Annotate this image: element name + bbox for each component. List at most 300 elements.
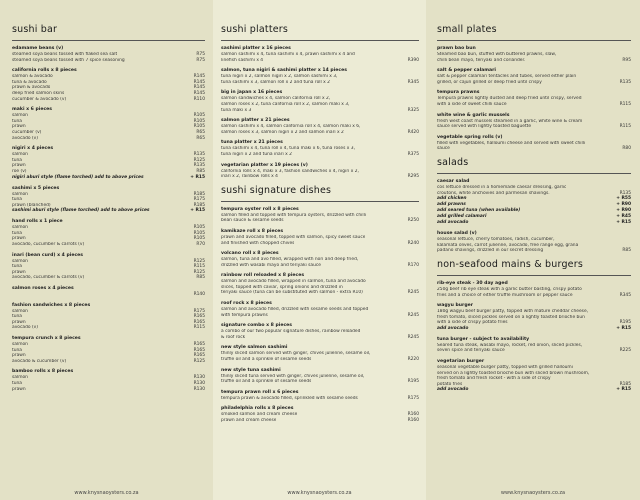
menu-item [437,90,631,107]
item-description: 180g wagyu beef burger patty, topped with mature cheddar cheese, [437,309,589,315]
item-description: fresh tomato, sliced pickles served on a lightly toasted brioche bun [437,314,585,320]
item-description: avocado (v) [12,325,38,331]
menu-item [221,345,419,362]
sections-salads [437,179,631,254]
item-price: R135 [619,79,631,85]
menu-item-title: sashimi x 5 pieces [12,185,60,191]
item-line [221,290,419,296]
item-price: R175 [193,308,205,314]
item-description: prawn (blanched) [12,202,51,208]
item-line [221,263,419,269]
item-price: R85 [196,275,205,281]
menu-item-title: nigiri x 4 pieces [12,146,54,152]
menu-item [12,46,205,63]
item-description: with a side of sweet chilli sauce [437,101,507,107]
item-description: prawn [12,269,26,275]
item-line [12,97,205,103]
menu-item [221,68,419,85]
item-price: R130 [193,375,205,381]
item-description: prawn [12,236,26,242]
menu-item [221,251,419,268]
menu-item [12,286,205,298]
item-price: R165 [193,319,205,325]
item-description: tuna nigiri x 2 and tuna inari x 2 [221,151,292,157]
item-description: prawn [12,124,26,130]
item-price: R115 [193,325,205,331]
item-line [12,387,205,393]
menu-item-title: philadelphia rolls x 8 pieces [221,406,294,412]
menu-item-title: big in japan x 16 pieces [221,90,283,96]
item-price: R115 [193,264,205,270]
item-line [221,379,419,385]
item-description: salmon filled and topped with tempura oysters, drizzled with chilli [221,212,367,218]
item-description: salmon sandwiches x 4, salmon california roll x 2, [221,96,331,102]
item-description: prawn [12,353,26,359]
item-description: tuna sashimi x 3, salmon roll x 2 and tuna roll x 2 [221,79,330,85]
addon-line [437,326,631,332]
item-line [12,275,205,281]
menu-item-title: new style salmon sashimi [221,345,288,351]
menu-item [221,368,419,385]
menu-item-title: inari (bean curd) x 4 pieces [12,252,84,258]
item-description: salmon [12,152,28,158]
item-price: R105 [193,236,205,242]
heading-rule [221,201,419,202]
menu-item [221,207,419,224]
heading-sushi-platters: sushi platters [221,24,289,35]
item-description: tuna sashimi x 4, tuna roll x 4, tuna maki x 6, tuna roses x 3, [221,146,355,152]
item-price: R345 [619,292,631,298]
item-price: R145 [193,79,205,85]
item-description: thinly sliced salmon served with ginger, chives julienne, sesame oil, [221,351,371,357]
item-price: R75 [196,57,205,63]
footer-website: www.knysnaoysters.co.za [74,490,139,496]
item-price: R125 [193,269,205,275]
item-line [12,325,205,331]
item-description: steamed soya beans tossed with 7 spice seasoning [12,57,125,63]
item-description: & roof rock [221,334,246,340]
item-line [221,108,419,114]
item-price: R185 [193,191,205,197]
item-description: cucumber & avocado (v) [12,96,67,102]
item-line [221,418,419,424]
item-price: R175 [193,197,205,203]
item-price: R250 [407,218,419,224]
item-price: R325 [407,107,419,113]
item-price: R175 [407,395,419,401]
item-price: + R15 [616,325,631,331]
item-price: R105 [193,113,205,119]
item-description: avocado (v) [12,135,38,141]
menu-item [221,46,419,63]
item-description: add avocado [437,220,469,226]
item-price: R110 [193,96,205,102]
item-line [437,124,631,130]
menu-item-title: tuna platter x 21 pieces [221,140,283,146]
item-description: avocado & cucumber (v) [12,358,67,364]
menu-item [12,107,205,141]
item-description: sauce served with lightly toasted baguette [437,124,532,130]
menu-item-title: caesar salad [437,178,470,184]
item-description: salt & pepper calamari tentacles and tubes, served either plain [437,74,577,80]
item-description: fresh tomato and fresh rocket - with a side of crispy [437,376,551,382]
item-line [221,313,419,319]
sections-sushi-platters [221,46,419,180]
item-description: seasonal vegetable burger patty, topped with grilled halloumi [437,365,573,371]
addon-line [437,387,631,393]
item-description: tuna maki x 3 [221,107,252,113]
item-line [12,136,205,142]
item-line [221,80,419,86]
item-price: + R15 [616,387,631,393]
item-description: avocado, cucumber & carrots (v) [12,242,85,248]
column-sushi-bar [0,0,213,500]
menu-item [221,301,419,318]
menu-item [437,46,631,63]
item-price: R125 [193,358,205,364]
item-description: chilli bean mayo, teriyaki and coriander. [437,57,526,63]
heading-rule [12,40,205,41]
item-price: + R15 [190,208,205,214]
item-description: california rolls x 4, maki x 3, fashion sandwiches x 4, nigiri x 2, [221,168,359,174]
item-description: salmon, tuna and avo filled, wrapped with nori and deep fried, [221,257,359,263]
item-price: R65 [196,135,205,141]
item-description: prawn [12,319,26,325]
sections-non-seafood [437,281,631,394]
heading-rule [437,275,631,276]
item-description: salmon and avocado filled, drizzled with sesame seeds and topped [221,307,369,313]
menu-item [12,146,205,180]
item-line [221,174,419,180]
item-price: R145 [193,74,205,80]
item-price: R140 [193,292,205,298]
item-description: filled with vegetables, halloumi cheese and served with sweet chilli [437,140,586,146]
item-line [437,80,631,86]
item-description: tuna [12,264,22,270]
item-price: R85 [622,248,631,254]
item-description: bean sauce & sesame seeds [221,218,284,224]
menu-item-title: salmon platter x 21 pieces [221,118,290,124]
item-line [437,348,631,354]
item-description: prawn [12,163,26,169]
item-price: R135 [193,163,205,169]
menu-item [437,68,631,85]
item-price: R105 [193,124,205,130]
item-price: R185 [193,202,205,208]
item-description: and finished with chopped chives [221,240,295,246]
item-price: R130 [193,380,205,386]
item-price: R185 [619,381,631,387]
menu-item-title: maki x 6 pieces [12,107,53,113]
heading-rule [437,173,631,174]
item-price: R105 [193,118,205,124]
item-price: + R55 [616,196,631,202]
item-description: salmon [12,191,28,197]
item-description: Steamed bao bun, stuffed with buttered prawns, slaw, [437,52,557,57]
item-description: teriyaki sauce (tuna can be substituted with salmon - extra R10) [221,290,363,296]
item-line [437,293,631,299]
heading-sushi-bar: sushi bar [12,24,58,35]
item-description: fries and a choice of either truffle mushroom or pepper sauce [437,292,573,298]
footer-website: www.knysnaoysters.co.za [287,490,352,496]
item-description: truffle oil and a sprinkle of sesame seeds [221,357,312,363]
item-price: + R15 [190,174,205,180]
menu-item-title: fashion sandwiches x 8 pieces [12,302,91,308]
item-description: add seared tuna (when available) [437,208,521,214]
heading-salads: salads [437,156,469,168]
item-price: R195 [619,320,631,326]
menu-item-title: tuna burger - subject to availability [437,336,530,342]
item-description: sashimi aburi style (flame torched) add to above prices [12,208,150,214]
addon-line [437,220,631,226]
menu-item-title: sashimi platter x 16 pieces [221,46,291,51]
sections-signature [221,207,419,424]
item-price: R135 [193,152,205,158]
menu-item [221,163,419,180]
heading-rule [437,40,631,41]
item-description: tuna [12,380,22,386]
item-price: R160 [407,418,419,423]
addon-line [12,208,205,214]
menu-item-title: wagyu burger [437,303,473,309]
item-description: with a side of crispy potato fries [437,320,508,326]
item-description: tuna [12,230,22,236]
item-price: R295 [407,174,419,180]
item-description: seven spice and teriyaki sauce [437,348,505,354]
item-line [221,241,419,247]
menu-item-title: white wine & garlic mussels [437,112,510,118]
item-description: avocado, cucumber & carrots (v) [12,275,85,281]
item-description: tuna [12,197,22,203]
item-description: a combo of our two popular signature dishes, rainbow reloaded [221,329,361,335]
item-description: smoked salmon and cream cheese [221,412,298,418]
item-line [12,292,205,298]
menu-item-title: salt & pepper calamari [437,68,496,74]
item-description: salmon sashimi x 4, tuna sashimi x 4, prawn sashimi x 4 and [221,52,355,57]
item-description: grilled, or cajun grilled or deep fried until crispy [437,79,542,85]
item-description: Seared tuna steak, wasabi mayo, rocket, red onion, sliced pickles, [437,342,583,348]
item-description: add avocado [437,387,469,393]
item-description: add chicken [437,196,467,202]
item-description: tuna [12,314,22,320]
menu-item-title: prawn bao bun [437,46,476,51]
item-line [12,58,205,64]
item-price: + R15 [616,220,631,226]
item-price: R125 [193,258,205,264]
item-description: steamed soya beans tossed with flaked sea salt [12,52,118,57]
menu-item-title: edamame beans (v) [12,46,64,51]
item-price: + R90 [616,202,631,208]
item-line [221,335,419,341]
item-description: tuna & avocado [12,79,47,85]
item-price: R145 [193,85,205,91]
item-description: salmon & avocado [12,74,53,80]
item-line [12,359,205,365]
item-price: R105 [193,225,205,231]
menu-item-title: vegetable spring rolls (v) [437,134,503,140]
menu-item [437,359,631,393]
item-description: salmon [12,375,28,381]
item-description: inari x 2, rainbow rolls x 4 [221,174,278,180]
item-price: + R90 [616,208,631,214]
menu-item [437,337,631,354]
item-description: padano shavings, drizzled in our secret dressing [437,248,544,254]
item-price: R70 [196,242,205,248]
menu-item-title: kamikaze roll x 8 pieces [221,228,284,234]
item-price: R165 [193,342,205,347]
item-line [221,130,419,136]
menu-item [221,406,419,423]
item-description: served on a lightly toasted brioche bun with sliced brown mushroom, [437,370,590,376]
menu-item-title: tempura prawn roll x 6 pieces [221,389,299,395]
menu-item [437,303,631,332]
item-description: prawn and cream cheese [221,418,277,423]
item-description: sauce [437,146,450,152]
item-price: R240 [407,240,419,246]
menu-item [12,253,205,281]
menu-item [437,281,631,298]
item-price: R375 [407,151,419,157]
item-description: salmon roses x 2, tuna california roll x 2, salmon maki x 3, [221,101,350,107]
menu-item [12,369,205,392]
item-line [437,102,631,108]
item-price: R245 [407,290,419,296]
item-description: linefish sashimi x 4 [221,57,264,63]
item-description: kalamata olives, carrot julienne, avocado, free range egg, grana [437,242,579,248]
item-description: salmon [12,308,28,314]
item-description: salmon roses x 3, salmon nigiri x 2 and salmon inari x 2 [221,129,344,135]
item-price: R65 [196,129,205,135]
item-price: R145 [193,90,205,96]
item-price: R195 [407,379,419,385]
item-description: with tempura prawns [221,312,268,318]
heading-non-seafood: non-seafood mains & burgers [437,258,583,270]
item-description: add grilled calamari [437,214,487,220]
item-price: R345 [407,79,419,85]
menu-item [221,118,419,135]
footer-website: www.knysnaoysters.co.za [500,490,566,496]
item-line [437,58,631,64]
item-price: R390 [407,57,419,63]
item-price: R135 [619,190,631,196]
item-price: R165 [193,347,205,353]
menu-item-title: salmon, tuna nigiri & sashimi platter x 14 pieces [221,68,347,74]
menu-item-title: rainbow roll reloaded x 8 pieces [221,273,305,279]
menu-item [437,135,631,152]
item-price: R80 [622,146,631,152]
item-price: R165 [193,353,205,359]
menu-item-title: bamboo rolls x 8 pieces [12,369,74,375]
item-line [221,396,419,402]
heading-small-plates: small plates [437,24,497,35]
menu-item-title: volcano roll x 8 pieces [221,251,279,257]
item-description: truffle oil and a sprinkle of sesame seeds [221,379,312,385]
item-description: tuna nigiri x 2, salmon nigiri x 2, salmon sashimi x 3, [221,74,338,80]
item-description: salmon [12,225,28,231]
item-description: thinly sliced tuna served with ginger, chives julienne, sesame oil, [221,373,365,379]
menu-item-title: tempura oyster roll x 8 pieces [221,206,299,212]
menu-item [12,336,205,364]
menu-item-title: tempura prawns [437,90,480,96]
menu-item [221,90,419,113]
item-description: croutons, white anchovies and parmesan shavings. [437,190,550,196]
item-description: prawn and avocado filled, topped with salmon, spicy sweet sauce [221,234,366,240]
item-description: 250g beef rib eye steak with a garlic butter basting, crispy potato [437,286,582,292]
menu-item [221,323,419,340]
item-description: prawn [12,386,26,392]
item-price: R420 [407,129,419,135]
menu-item-title: house salad (v) [437,231,477,237]
heading-rule [221,40,419,41]
item-price: R245 [407,334,419,340]
menu-item-title: signature combo x 8 pieces [221,323,293,329]
item-price: R225 [619,348,631,354]
item-price: R95 [622,57,631,63]
item-price: R125 [193,157,205,163]
menu-item [12,186,205,215]
item-description: cucumber (v) [12,129,42,135]
menu-item [12,303,205,331]
column-platters-signature [213,0,426,500]
item-description: prawn & avocado [12,85,51,91]
item-description: salmon [12,342,28,347]
item-price: R170 [407,262,419,268]
menu-item [437,113,631,130]
item-description: tuna [12,347,22,353]
item-price: R130 [193,386,205,392]
item-description: potato fries [437,381,463,387]
menu-item-title: california rolls x 8 pieces [12,68,77,74]
item-description: salmon [12,113,28,119]
item-price: R115 [619,124,631,130]
item-description: drizzled with wasabi mayo and teriyaki sauce [221,262,321,268]
item-price: R115 [619,101,631,107]
menu-item-title: vegetarian burger [437,359,485,365]
item-description: cos lettuce dressed in a homemade caesar dressing, garlic [437,184,567,190]
item-description: slices, topped with caviar, spring onions and drizzled in [221,284,343,290]
menu-item-title: salmon roses x 4 pieces [12,286,74,292]
item-price: R165 [193,314,205,320]
menu-item-title: rib-eye steak - 30 day aged [437,280,508,286]
column-small-plates [426,0,640,500]
menu-item-title: tempura crunch x 8 pieces [12,336,81,341]
item-description: salmon sashimi x 4, salmon california roll x 4, salmon maki x 6, [221,124,361,130]
menu-item [437,231,631,254]
item-description: tuna [12,118,22,124]
menu-item [437,179,631,226]
menu-item [221,140,419,157]
item-price: R245 [407,312,419,318]
item-line [221,152,419,158]
item-price: R105 [193,230,205,236]
item-description: deep fried salmon skins [12,90,65,96]
menu-item [221,229,419,246]
item-line [12,242,205,248]
item-description: roe (v) [12,168,27,174]
item-price: R85 [196,168,205,174]
item-description: fresh west coast mussels steamed in a garlic, white wine & cream [437,118,583,124]
item-price: + R45 [616,214,631,220]
item-price: R220 [407,357,419,363]
item-description: seasonal lettuce, cherry tomatoes, radish, cucumber, [437,237,555,243]
menu-item-title: roof rock x 8 pieces [221,301,272,307]
item-description: add prawns [437,202,466,208]
item-line [221,58,419,64]
item-description: tuna [12,157,22,163]
item-price: R160 [407,412,419,418]
menu-item-title: vegetarian platter x 19 pieces (v) [221,162,308,168]
item-description: Tempura prawns lightly dusted and deep fried until crispy, served [437,96,582,102]
